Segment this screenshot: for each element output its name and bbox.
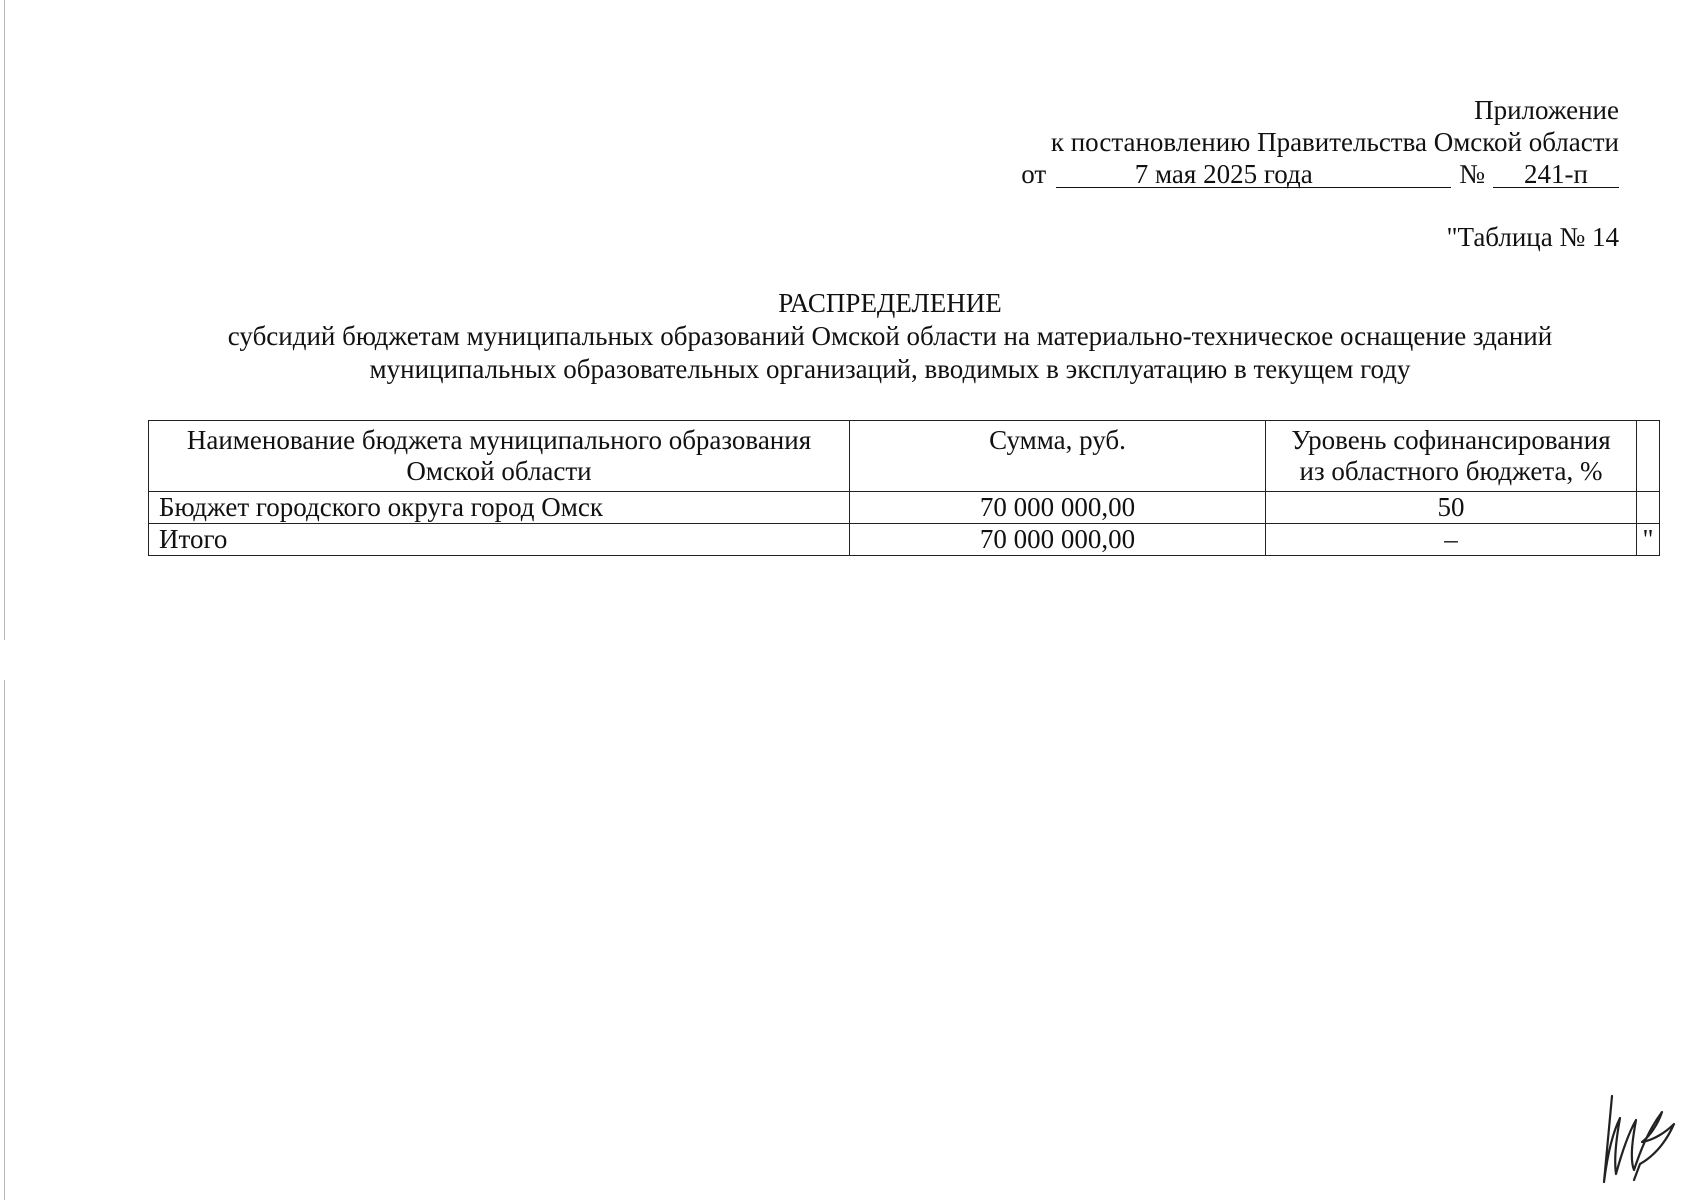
row-amount: 70 000 000,00 [850, 492, 1266, 524]
distribution-table [148, 420, 1660, 556]
number-prefix: № [1459, 159, 1485, 189]
table-label: "Таблица № 14 [1446, 222, 1619, 252]
scan-edge-top [4, 0, 5, 640]
document-subtitle-line2: муниципальных образовательных организаций, вводимых в эксплуатацию в текущем году [369, 354, 1411, 384]
row-budget-name: Бюджет городского округа город Омск [149, 492, 850, 524]
document-subtitle [140, 320, 1640, 386]
scan-edge-bottom [4, 680, 5, 1200]
closing-quote: " [1637, 524, 1660, 556]
appendix-title: Приложение [1474, 95, 1619, 125]
table-header-row [149, 421, 1660, 492]
appendix-date-line [999, 158, 1619, 190]
row-cofinancing-level: 50 [1266, 492, 1637, 524]
signature-initials [1590, 1090, 1678, 1185]
header-budget-name: Наименование бюджета муниципального образования Омской области [149, 421, 850, 492]
document-title: РАСПРЕДЕЛЕНИЕ [778, 288, 1002, 318]
appendix-block [999, 94, 1619, 190]
table-row [149, 524, 1660, 556]
row-blank [1637, 492, 1660, 524]
date-prefix: от [1021, 159, 1047, 189]
total-amount: 70 000 000,00 [850, 524, 1266, 556]
header-blank [1637, 421, 1660, 492]
header-amount: Сумма, руб. [850, 421, 1266, 492]
table-row [149, 492, 1660, 524]
number-value: 241-п [1493, 161, 1619, 188]
date-value: 7 мая 2025 года [1056, 161, 1451, 188]
total-cofinancing-level: – [1266, 524, 1637, 556]
document-subtitle-line1: субсидий бюджетам муниципальных образований Омской области на материально-техническое оснащение зданий [227, 321, 1553, 351]
total-label: Итого [149, 524, 850, 556]
header-cofinancing-level: Уровень софинансирования из областного бюджета, % [1266, 421, 1637, 492]
appendix-reference: к постановлению Правительства Омской области [1050, 127, 1619, 157]
